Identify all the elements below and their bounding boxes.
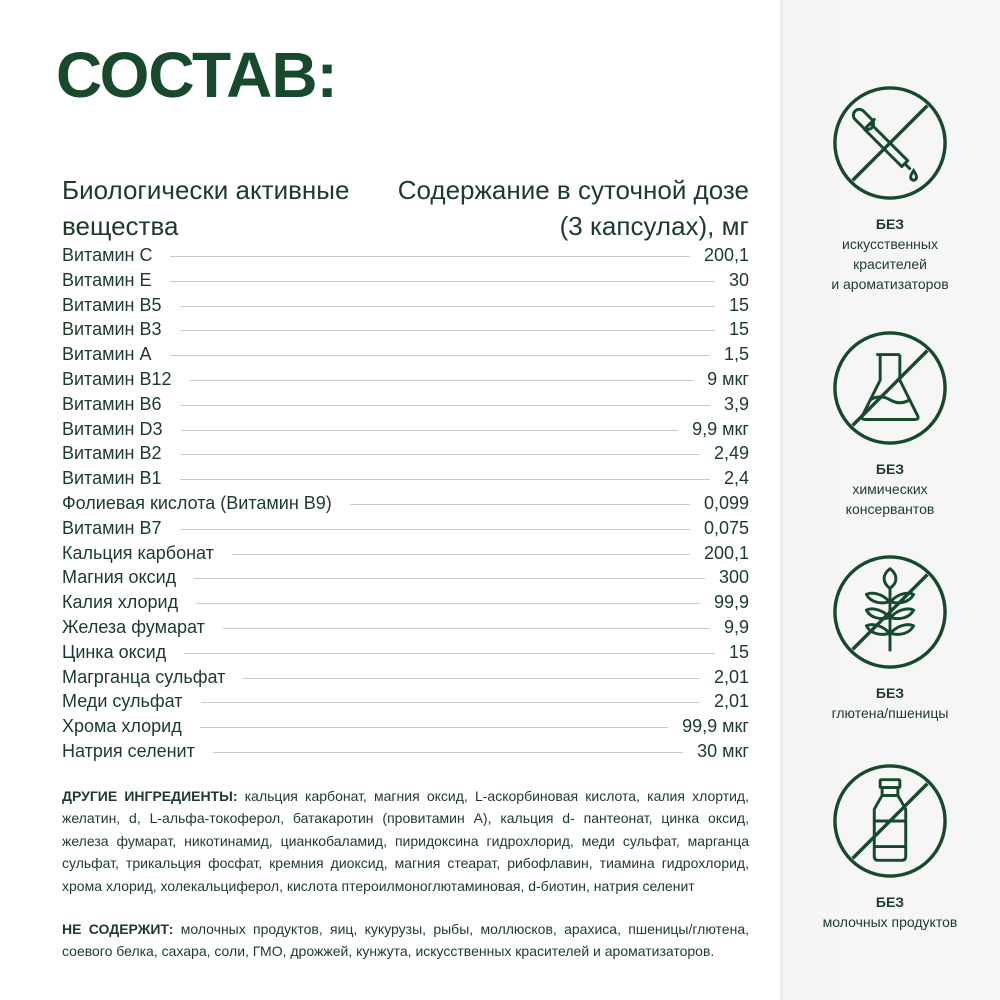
table-row [62, 617, 749, 642]
leader-line [243, 678, 700, 679]
ingredient-value: 2,4 [723, 468, 749, 489]
ingredient-name: Витамин В1 [62, 468, 162, 489]
not-contains-paragraph [62, 918, 749, 963]
table-row [62, 419, 749, 444]
not-contains-label: НЕ СОДЕРЖИТ: [62, 921, 174, 937]
badge-description [780, 703, 1000, 723]
table-row [62, 642, 749, 667]
other-ingredients-text: кальция карбонат, магния оксид, L-аскорбиновая кислота, калия хлортид, желатин, d, L-альфа-токоферол, батакаротин (провитамин А), кальция d- пантеонат, цинка оксид, железа фумарат, никотинамид, цианкобаламид, пиридоксина гидрохлорид, меди сульфат, марганца сульфат, трикальция фосфат, кремния диоксид, магния стеарат, рибофлавин, тиамина гидрохлорид, хрома хлорид, холекальциферол, кислота птероилмоноглютаминовая, d-биотин, натрия селенит [62, 788, 749, 894]
table-row [62, 344, 749, 369]
ingredient-value: 200,1 [703, 245, 749, 265]
ingredient-name: Цинка оксид [62, 641, 167, 662]
table-row [62, 369, 749, 394]
ingredient-value: 0,075 [703, 517, 749, 538]
ingredient-name: Витамин А [62, 344, 152, 365]
ingredients-table [62, 245, 749, 766]
badge-desc-line: искусственных [842, 236, 938, 252]
badge-desc-line: консервантов [845, 501, 935, 517]
pipette-crossed-icon [831, 84, 949, 202]
ingredient-value: 9,9 мкг [692, 418, 749, 439]
badge-no-chemical-preservatives [780, 329, 1000, 519]
ingredient-name: Кальция карбонат [62, 542, 214, 563]
ingredient-name: Магрганца сульфат [62, 666, 226, 687]
badge-description [780, 479, 1000, 519]
ingredient-name: Хрома хлорид [62, 716, 182, 737]
leader-line [170, 281, 715, 282]
ingredient-name: Витамин С [62, 245, 153, 265]
ingredient-name: Витамин В6 [62, 393, 162, 414]
table-row [62, 667, 749, 692]
leader-line [180, 479, 710, 480]
leader-line [170, 355, 710, 356]
leader-line [194, 578, 705, 579]
leader-line [350, 504, 690, 505]
milk-bottle-crossed-icon [831, 762, 949, 880]
ingredient-name: Витамин В3 [62, 319, 162, 340]
ingredient-value: 99,9 [713, 592, 749, 613]
table-row [62, 245, 749, 270]
table-row [62, 295, 749, 320]
table-row [62, 319, 749, 344]
ingredient-name: Фолиевая кислота (Витамин В9) [62, 492, 332, 513]
leader-line [180, 306, 715, 307]
badge-description [780, 234, 1000, 294]
table-row [62, 741, 749, 766]
ingredient-name: Витамин В2 [62, 443, 162, 464]
table-row [62, 518, 749, 543]
leader-line [180, 454, 700, 455]
ingredient-value: 2,49 [713, 443, 749, 464]
badge-no-artificial-colors [780, 84, 1000, 294]
badge-description [780, 912, 1000, 932]
flask-crossed-icon [831, 329, 949, 447]
leader-line [201, 702, 700, 703]
ingredient-name: Меди сульфат [62, 691, 183, 712]
leader-line [196, 603, 700, 604]
ingredient-value: 200,1 [703, 542, 749, 563]
ingredient-name: Калия хлорид [62, 592, 179, 613]
ingredient-name: Витамин D3 [62, 418, 163, 439]
leader-line [184, 653, 715, 654]
page-title: СОСТАВ: [56, 39, 337, 111]
leader-line [170, 256, 689, 257]
table-row [62, 270, 749, 295]
ingredient-name: Натрия селенит [62, 740, 195, 761]
ingredient-name: Магния оксид [62, 567, 177, 588]
ingredient-value: 15 [728, 294, 749, 315]
leader-line [223, 628, 710, 629]
ingredient-value: 15 [728, 641, 749, 662]
column-header-daily-dose: Содержание в суточной дозе (3 капсулах), мг [397, 175, 749, 241]
ingredient-value: 2,01 [713, 666, 749, 687]
ingredient-name: Витамин В5 [62, 294, 162, 315]
column-header-substances: Биологически активные вещества [62, 175, 350, 241]
table-row [62, 716, 749, 741]
ingredient-value: 30 [728, 269, 749, 290]
ingredient-value: 300 [718, 567, 749, 588]
ingredient-value: 99,9 мкг [682, 716, 749, 737]
leader-line [180, 405, 710, 406]
badge-title: БЕЗ [875, 685, 905, 701]
badge-desc-line: красителей [853, 256, 927, 272]
ingredient-value: 3,9 [723, 393, 749, 414]
ingredient-name: Витамин Е [62, 269, 152, 290]
badge-desc-line: глютена/пшеницы [831, 705, 949, 721]
wheat-crossed-icon [831, 553, 949, 671]
badge-title: БЕЗ [875, 461, 905, 477]
badge-title: БЕЗ [875, 894, 905, 910]
not-contains-text: молочных продуктов, яиц, кукурузы, рыбы, моллюсков, арахиса, пшеницы/глютена, соевого белка, сахара, соли, ГМО, дрожжей, кунжута, искусственных красителей и ароматизаторов. [62, 921, 749, 960]
table-row [62, 592, 749, 617]
ingredient-name: Железа фумарат [62, 616, 205, 637]
badge-no-dairy [780, 762, 1000, 932]
leader-line [190, 380, 694, 381]
ingredient-value: 9,9 [723, 616, 749, 637]
ingredient-value: 1,5 [723, 344, 749, 365]
leader-line [232, 554, 690, 555]
badge-desc-line: химических [852, 481, 928, 497]
ingredient-value: 0,099 [703, 492, 749, 513]
badge-desc-line: молочных продуктов [822, 914, 958, 930]
table-row [62, 394, 749, 419]
badge-no-gluten [780, 553, 1000, 723]
table-row [62, 468, 749, 493]
ingredient-value: 2,01 [713, 691, 749, 712]
other-ingredients-paragraph [62, 785, 749, 897]
leader-line [180, 529, 690, 530]
table-row [62, 443, 749, 468]
ingredient-name: Витамин В7 [62, 517, 162, 538]
ingredient-value: 9 мкг [707, 368, 749, 389]
table-row [62, 691, 749, 716]
leader-line [200, 727, 668, 728]
table-row [62, 543, 749, 568]
leader-line [180, 330, 715, 331]
badge-title: БЕЗ [875, 216, 905, 232]
badge-desc-line: и ароматизаторов [831, 276, 949, 292]
ingredient-name: Витамин В12 [62, 368, 172, 389]
other-ingredients-label: ДРУГИЕ ИНГРЕДИЕНТЫ: [62, 788, 238, 804]
ingredient-value: 30 мкг [697, 740, 749, 761]
table-row [62, 493, 749, 518]
ingredient-value: 15 [728, 319, 749, 340]
leader-line [213, 752, 683, 753]
table-row [62, 567, 749, 592]
leader-line [181, 430, 679, 431]
